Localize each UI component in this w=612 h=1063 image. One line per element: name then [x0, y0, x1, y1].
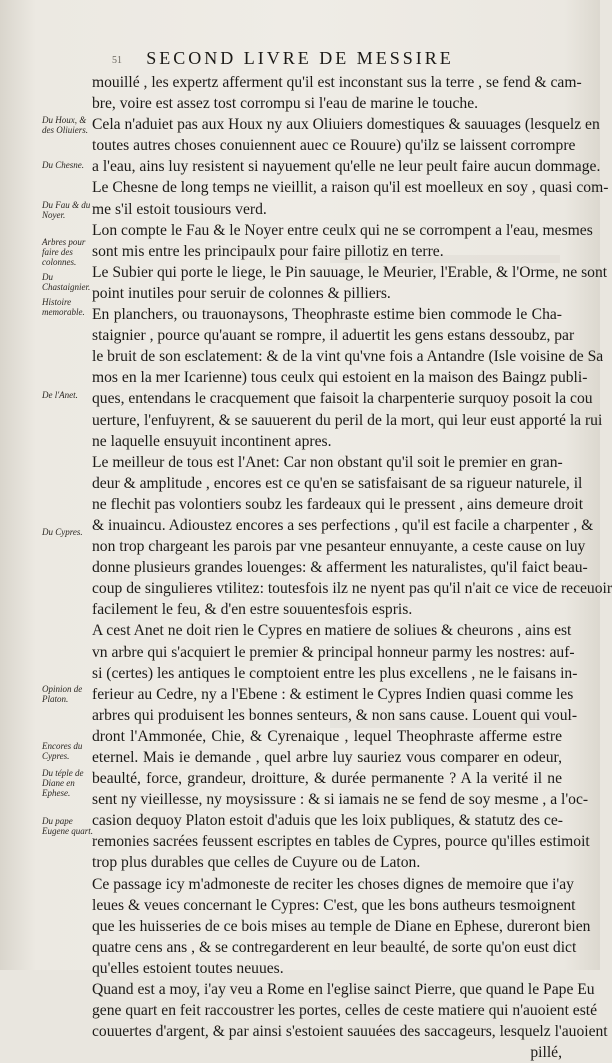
- running-header: SECOND LIVRE DE MESSIRE: [146, 48, 454, 68]
- text-line: & inuaincu. Adioustez encores a ses perfections , qu'il est facile a charpenter , &: [92, 516, 594, 534]
- text-line: uerture, l'enfuyrent, & se sauuerent du peril de la mort, qui leur eust apporté la rui: [92, 411, 603, 429]
- text-line: qu'elles estoient toutes neuues.: [92, 959, 284, 977]
- text-line: me s'il estoit tousiours verd.: [92, 200, 267, 218]
- margin-note: Du Houx, & des Oliuiers.: [42, 115, 88, 135]
- margin-note: Du Fau & du Noyer.: [42, 200, 91, 220]
- text-line: trop plus durables que celles de Cuyure ou de Laton.: [92, 854, 421, 872]
- body-text: [92, 72, 612, 1063]
- margin-note: De l'Anet.: [42, 390, 78, 400]
- margin-note: Du téple de Diane en Ephese.: [42, 768, 84, 798]
- margin-note: Du Cypres.: [42, 527, 83, 537]
- text-line: a l'eau, ains luy resistent si nayuement qu'elle ne leur peult faire aucun dommage.: [92, 158, 601, 176]
- margin-note: Encores du Cypres.: [42, 741, 83, 761]
- text-line: vn arbre qui s'acquiert le premier & principal honneur parmy les nostres: auf-: [92, 643, 575, 661]
- margin-note: Histoire memorable.: [42, 297, 85, 317]
- text-line: non trop chargeant les parois par vne pesanteur ennuyante, a ceste cause on luy: [92, 538, 586, 556]
- text-line: si (certes) les antiques le comptoient entre les plus excellens , ne le faisans in-: [92, 664, 578, 682]
- text-line: toutes autres choses conuiennent auec ce Rouure) qu'ilz se laissent corrompre: [92, 137, 576, 155]
- text-line: staignier , pource qu'auant se rompre, il aduertit les gens estans dessoubz, par: [92, 327, 575, 345]
- text-line: A cest Anet ne doit rien le Cypres en matiere de soliues & cheurons , ains est: [92, 622, 572, 640]
- text-line: ne flechit pas volontiers soubz les fardeaux qui le pressent , ains demeure droit: [92, 495, 584, 513]
- text-line: coup de singulieres vtilitez: toutesfois ilz ne nyent pas qu'il n'ait ce vice de receuoir: [92, 580, 612, 598]
- text-line: quatre cens ans , & se contregarderent en leur beaulté, de sorte qu'on eust dict: [92, 938, 577, 956]
- text-line: casion dequoy Platon estoit d'aduis que les loix publiques, & statutz des ce-: [92, 812, 563, 830]
- text-line: dront l'Ammonée, Chie, & Cyrenaique , lequel Theophraste afferme estre: [92, 727, 562, 745]
- text-line: Lon compte le Fau & le Noyer entre ceulx qui ne se corrompent a l'eau, mesmes: [92, 221, 593, 239]
- text-line: remonies sacrées feussent escriptes en tables de Cypres, pource qu'illes estimoit: [92, 833, 590, 851]
- text-line: point inutiles pour seruir de colonnes & pilliers.: [92, 284, 391, 302]
- text-line: donne plusieurs grandes louenges: & afferment les naturalistes, qu'il faict beau-: [92, 559, 588, 577]
- margin-note: Opinion de Platon.: [42, 684, 83, 704]
- text-line: couuertes d'argent, & par ainsi s'estoient sauuées des saccageurs, lesquelz l'auoient: [92, 1023, 608, 1041]
- text-line: bre, voire est assez tost corrompu si l'eau de marine le touche.: [92, 95, 479, 113]
- text-line: gene quart en feit raccoustrer les portes, celles de ceste matiere qui n'auoient esté: [92, 1002, 598, 1020]
- margin-note: Du pape Eugene quart.: [42, 816, 93, 836]
- text-line: mouillé , les expertz afferment qu'il est inconstant sus la terre , se fend & cam-: [92, 74, 582, 91]
- margin-note: Arbres pour faire des colonnes.: [42, 237, 86, 267]
- text-line: mos en la mer Icarienne) tous ceulx qui estoient en la maison des Baingz publi-: [92, 369, 588, 387]
- text-line: ques, entendans le cracquement que faisoit la charpenterie surquoy posoit la cou: [92, 390, 593, 408]
- catchword-line: pillé,: [530, 1044, 562, 1062]
- text-line: sent ny vieillesse, ny moysissure : & si iamais ne se fend de soy mesme , a l'oc-: [92, 791, 589, 809]
- text-line: facilement le feu, & d'en estre souuentesfois espris.: [92, 601, 413, 619]
- text-line: Le Chesne de long temps ne vieillit, a raison qu'il est moelleux en soy , quasi com-: [92, 179, 609, 197]
- text-line: ne laquelle ensuyuit incontinent apres.: [92, 432, 332, 450]
- text-line: En planchers, ou trauonaysons, Theophraste estime bien commode le Cha-: [92, 306, 562, 324]
- text-line: beaulté, force, grandeur, droitture, & durée permanente ? A la verité il ne: [92, 770, 562, 788]
- text-line: Le Subier qui porte le liege, le Pin sauuage, le Meurier, l'Erable, & l'Orme, ne sont: [92, 263, 608, 281]
- text-line: Cela n'aduiet pas aux Houx ny aux Oliuiers domestiques & sauuages (lesquelz en: [92, 116, 600, 134]
- text-line: deur & amplitude , encores est ce qu'en se satisfaisant de sa rigueur naturele, il: [92, 474, 583, 492]
- text-line: ferieur au Cedre, ny a l'Ebene : & estiment le Cypres Indien quasi comme les: [92, 685, 574, 703]
- text-line: sont mis entre les principaulx pour faire pillotiz en terre.: [92, 242, 444, 260]
- margin-note: Du Chesne.: [42, 160, 84, 170]
- text-line: leues & veues concernant le Cypres: C'est, que les bons autheurs tesmoignent: [92, 896, 576, 914]
- text-line: Ce passage icy m'admoneste de reciter les choses dignes de memoire que i'ay: [92, 875, 574, 893]
- text-line: Le meilleur de tous est l'Anet: Car non obstant qu'il soit le premier en gran-: [92, 453, 563, 471]
- text-line: le bruit de son esclatement: & de la vint qu'vne fois a Antandre (Isle voisine de Sa: [92, 348, 604, 366]
- margin-note: Du Chastaignier.: [42, 272, 91, 292]
- text-line: Quand est a moy, i'ay veu a Rome en l'eglise sainct Pierre, que quand le Pape Eu: [92, 981, 595, 999]
- folio-number: 51: [112, 55, 122, 66]
- text-line: arbres qui produisent les bonnes senteurs, & non sans cause. Louent qui voul-: [92, 706, 578, 724]
- text-line: que les huisseries de ce bois mises au temple de Diane en Ephese, dureront bien: [92, 917, 591, 935]
- text-line: eternel. Mais ie demande , quel arbre luy sauriez vous comparer en odeur,: [92, 749, 562, 766]
